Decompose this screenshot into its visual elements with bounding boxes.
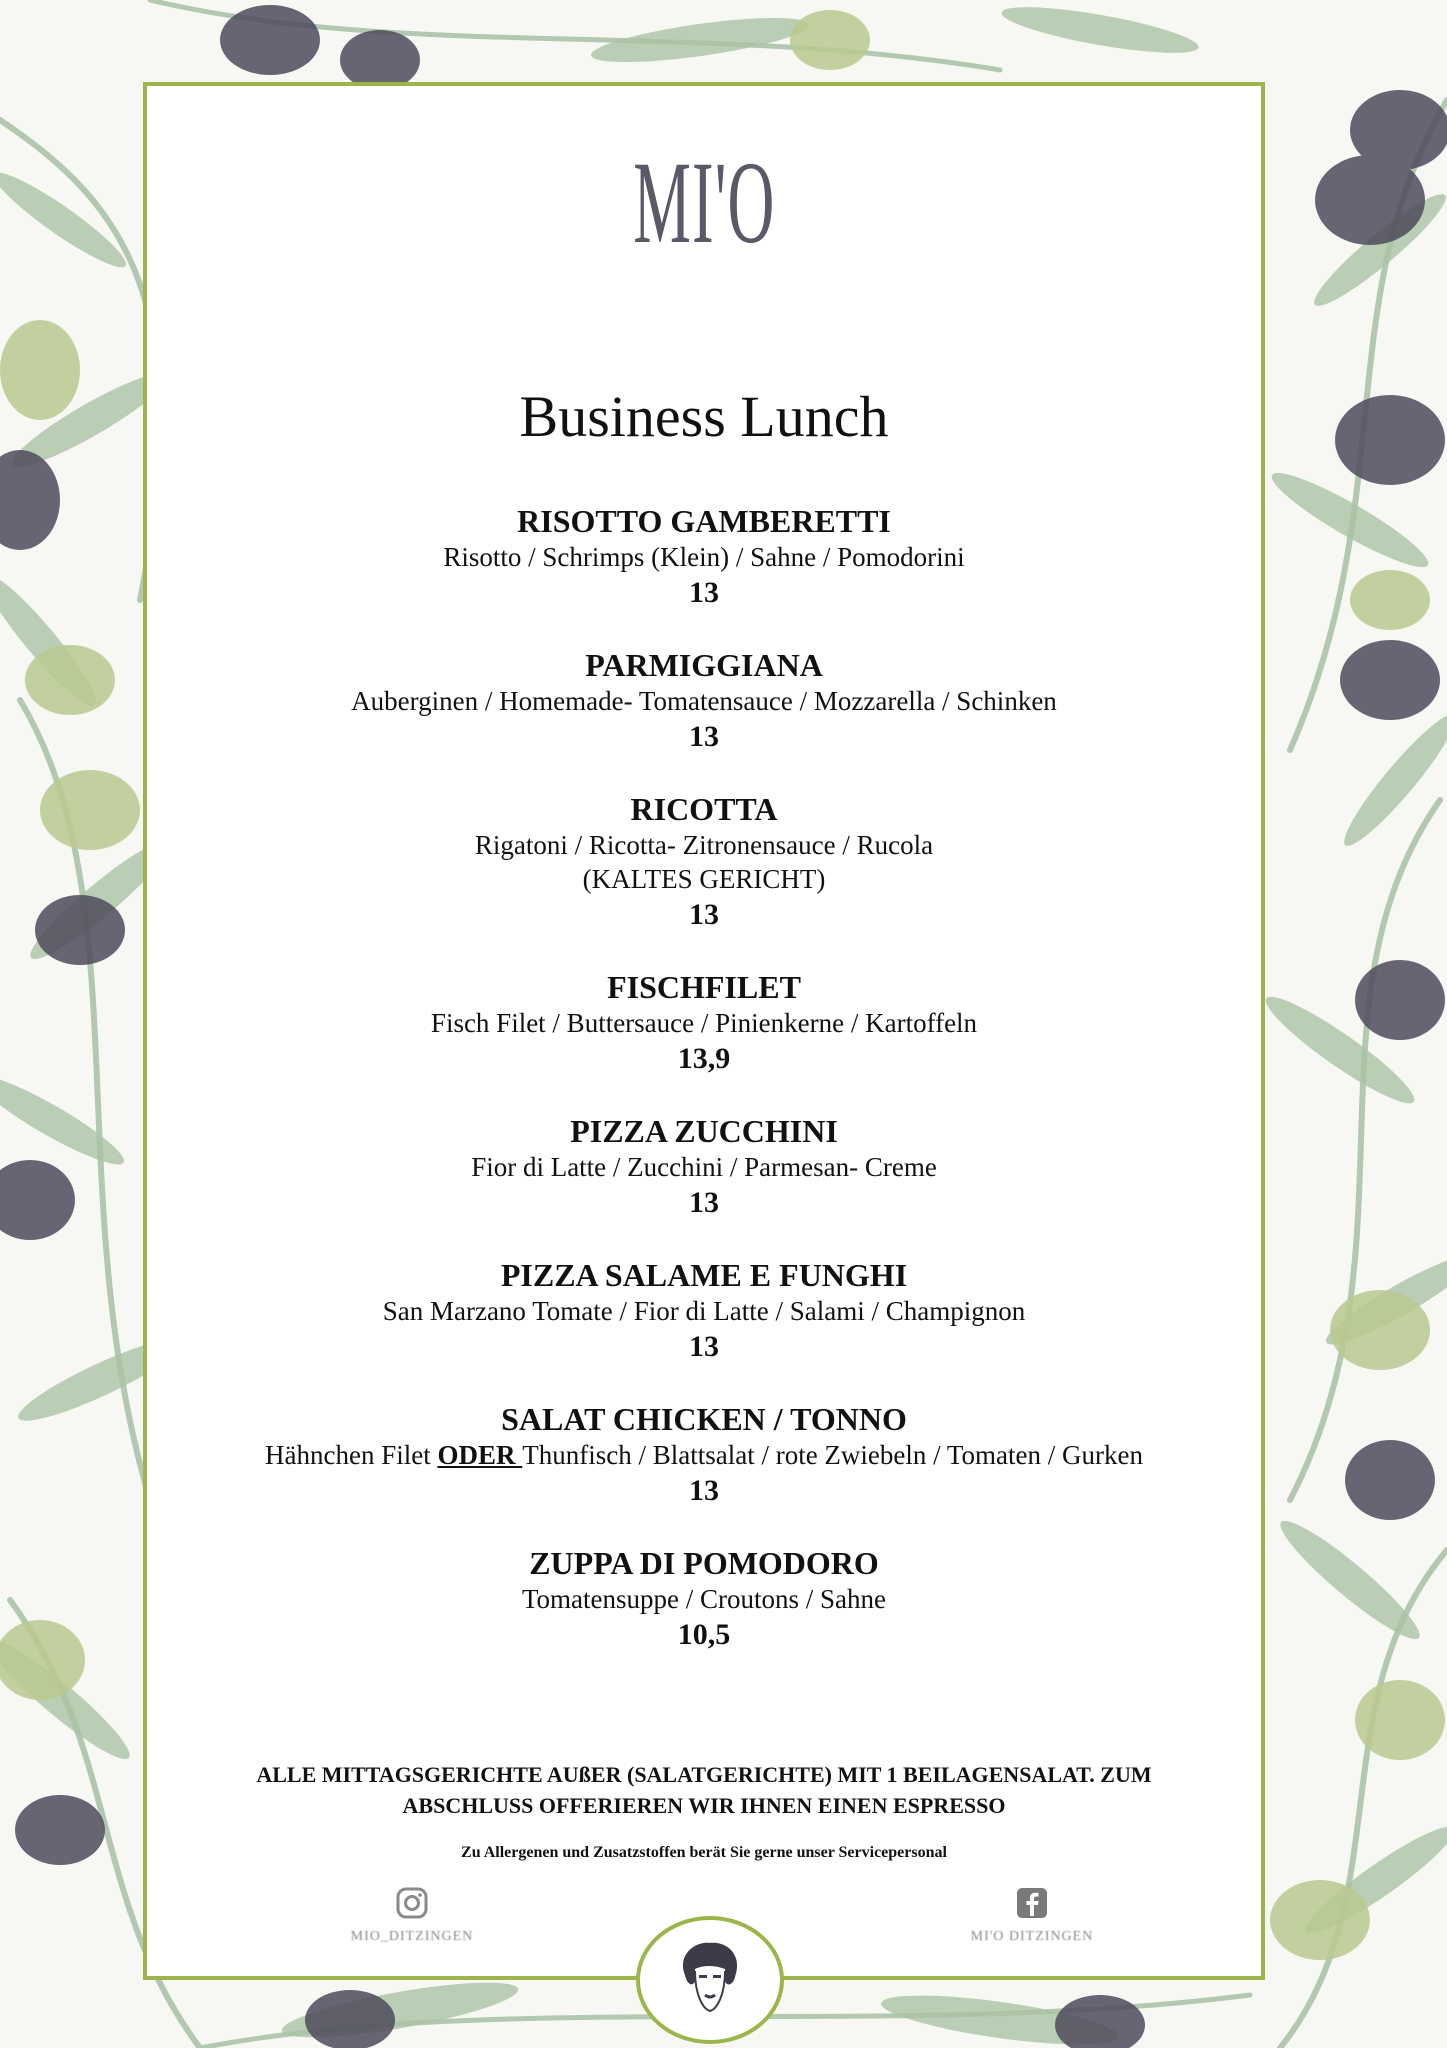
facebook-link[interactable] bbox=[922, 1886, 1142, 1945]
logo-text: MI'O bbox=[632, 137, 776, 268]
item-note: (KALTES GERICHT) bbox=[582, 864, 826, 894]
item-price: 13 bbox=[689, 1186, 719, 1219]
menu-item bbox=[147, 1256, 1261, 1366]
note-line: ABSCHLUSS OFFERIEREN WIR IHNEN EINEN ESPRESSO bbox=[402, 1793, 1006, 1818]
item-name: FISCHFILET bbox=[607, 969, 801, 1005]
instagram-icon bbox=[395, 1886, 429, 1920]
lunch-note bbox=[177, 1759, 1231, 1821]
item-description: San Marzano Tomate / Fior di Latte / Salami / Champignon bbox=[382, 1296, 1026, 1326]
menu-item bbox=[147, 790, 1261, 934]
menu-item bbox=[147, 646, 1261, 756]
note-line: ALLE MITTAGSGERICHTE AUßER (SALATGERICHTE) MIT 1 BEILAGENSALAT. ZUM bbox=[256, 1762, 1152, 1787]
allergen-note: Zu Allergenen und Zusatzstoffen berät Sie gerne unser Servicepersonal bbox=[461, 1844, 947, 1861]
menu-item bbox=[147, 1544, 1261, 1654]
menu-item bbox=[147, 968, 1261, 1078]
portrait-badge bbox=[636, 1916, 784, 2044]
item-price: 13 bbox=[689, 1330, 719, 1363]
portrait-icon bbox=[665, 1935, 755, 2025]
item-description: Fisch Filet / Buttersauce / Pinienkerne / Kartoffeln bbox=[430, 1008, 978, 1038]
item-description: Rigatoni / Ricotta- Zitronensauce / Rucola bbox=[474, 830, 934, 860]
menu-item bbox=[147, 1112, 1261, 1222]
restaurant-logo bbox=[147, 137, 1261, 344]
item-price: 13 bbox=[689, 720, 719, 753]
page-title: Business Lunch bbox=[519, 384, 889, 449]
item-price: 13,9 bbox=[677, 1042, 731, 1075]
facebook-handle: MI'O DITZINGEN bbox=[970, 1929, 1094, 1944]
item-description bbox=[147, 1438, 1261, 1472]
item-name: PARMIGGIANA bbox=[585, 647, 823, 683]
instagram-handle: MIO_DITZINGEN bbox=[350, 1929, 474, 1944]
item-name: PIZZA ZUCCHINI bbox=[570, 1113, 838, 1149]
item-description: Auberginen / Homemade- Tomatensauce / Mozzarella / Schinken bbox=[351, 686, 1057, 716]
instagram-link[interactable] bbox=[302, 1886, 522, 1945]
item-name: ZUPPA DI POMODORO bbox=[529, 1545, 879, 1581]
menu-item bbox=[147, 502, 1261, 612]
item-name: SALAT CHICKEN / TONNO bbox=[501, 1401, 907, 1437]
item-description: Risotto / Schrimps (Klein) / Sahne / Pomodorini bbox=[443, 542, 965, 572]
menu-card bbox=[143, 82, 1265, 1980]
desc-part: Thunfisch / Blattsalat / rote Zwiebeln / Tomaten / Gurken bbox=[522, 1440, 1143, 1470]
item-price: 10,5 bbox=[677, 1618, 731, 1651]
menu-item bbox=[147, 1400, 1261, 1510]
item-name: RISOTTO GAMBERETTI bbox=[517, 503, 891, 539]
item-description: Fior di Latte / Zucchini / Parmesan- Creme bbox=[471, 1152, 937, 1182]
item-price: 13 bbox=[689, 1474, 719, 1507]
facebook-icon bbox=[1015, 1886, 1049, 1920]
item-name: RICOTTA bbox=[630, 791, 778, 827]
item-description: Tomatensuppe / Croutons / Sahne bbox=[521, 1584, 887, 1614]
desc-part: Hähnchen Filet bbox=[265, 1440, 438, 1470]
item-price: 13 bbox=[689, 576, 719, 609]
menu-list bbox=[147, 502, 1261, 1688]
desc-emphasis: ODER bbox=[437, 1440, 523, 1470]
item-name: PIZZA SALAME E FUNGHI bbox=[500, 1257, 908, 1293]
item-price: 13 bbox=[689, 898, 719, 931]
